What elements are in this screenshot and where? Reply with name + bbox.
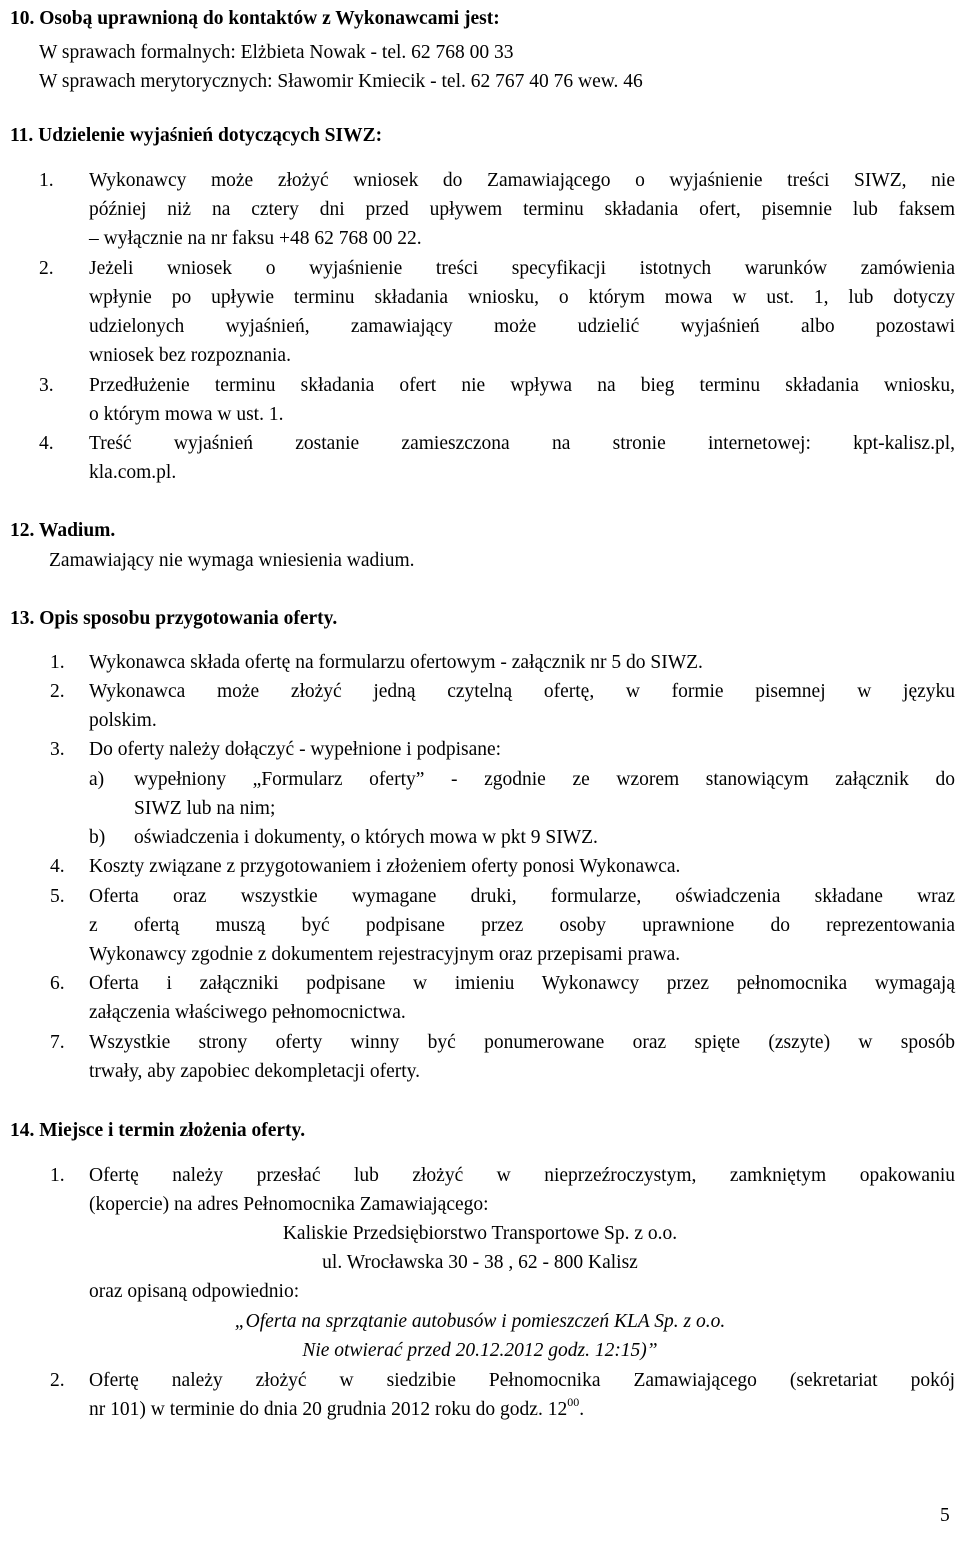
list-number: 1. bbox=[50, 652, 65, 673]
list-number: 4. bbox=[50, 856, 65, 877]
list-item-line: Treść wyjaśnień zostanie zamieszczona na stronie internetowej: kpt-kalisz.pl, bbox=[89, 433, 955, 454]
envelope-label-line2: Nie otwierać przed 20.12.2012 godz. 12:15)” bbox=[302, 1340, 658, 1361]
envelope-label-line1: „Oferta na sprzątanie autobusów i pomieszczeń KLA Sp. z o.o. bbox=[234, 1311, 726, 1332]
contact-substantive: W sprawach merytorycznych: Sławomir Kmiecik - tel. 62 767 40 76 wew. 46 bbox=[39, 71, 643, 92]
list-item-line: Wykonawca składa ofertę na formularzu ofertowym - załącznik nr 5 do SIWZ. bbox=[89, 652, 703, 673]
contact-formal: W sprawach formalnych: Elżbieta Nowak - tel. 62 768 00 33 bbox=[39, 42, 514, 63]
list-item-line: Wykonawcy może złożyć wniosek do Zamawiającego o wyjaśnienie treści SIWZ, nie bbox=[89, 170, 955, 191]
list-item-line: załączenia właściwego pełnomocnictwa. bbox=[89, 1002, 406, 1023]
deadline-text: nr 101) w terminie do dnia 20 grudnia 2012 roku do godz. 12 bbox=[89, 1399, 568, 1420]
list-item-line: polskim. bbox=[89, 710, 157, 731]
section-11-heading: 11. Udzielenie wyjaśnień dotyczących SIWZ: bbox=[10, 125, 383, 146]
section-12-heading: 12. Wadium. bbox=[10, 520, 116, 541]
list-number: 2. bbox=[50, 681, 65, 702]
list-item-line: wpłynie po upływie terminu składania wniosku, o którym mowa w ust. 1, lub dotyczy bbox=[89, 287, 955, 308]
list-item-line bbox=[89, 1395, 584, 1426]
address-company: Kaliskie Przedsiębiorstwo Transportowe Sp. z o.o. bbox=[282, 1223, 678, 1244]
deadline-minutes: 00 bbox=[567, 1395, 580, 1409]
list-item-line: Wykonawcy zgodnie z dokumentem rejestracyjnym oraz przepisami prawa. bbox=[89, 944, 681, 965]
list-item-line: Przedłużenie terminu składania ofert nie wpływa na bieg terminu składania wniosku, bbox=[89, 375, 955, 396]
section-13-heading: 13. Opis sposobu przygotowania oferty. bbox=[10, 608, 338, 629]
page-number: 5 bbox=[940, 1505, 950, 1526]
list-item-line: Wszystkie strony oferty winny być ponumerowane oraz spięte (zszyte) w sposób bbox=[89, 1032, 955, 1053]
list-item-line: Oferta i załączniki podpisane w imieniu Wykonawcy przez pełnomocnika wymagają bbox=[89, 973, 955, 994]
list-item-line: Jeżeli wniosek o wyjaśnienie treści specyfikacji istotnych warunków zamówienia bbox=[89, 258, 955, 279]
sub-item-line: wypełniony „Formularz oferty” - zgodnie ze wzorem stanowiącym załącznik do bbox=[134, 769, 955, 790]
list-number: 3. bbox=[50, 739, 65, 760]
list-item-line: Koszty związane z przygotowaniem i złożeniem oferty ponosi Wykonawca. bbox=[89, 856, 681, 877]
sub-item-line: SIWZ lub na nim; bbox=[134, 798, 276, 819]
list-number: 5. bbox=[50, 886, 65, 907]
section-10-heading: 10. Osobą uprawnioną do kontaktów z Wykonawcami jest: bbox=[10, 8, 500, 29]
list-number: 4. bbox=[39, 433, 54, 454]
list-number: 1. bbox=[39, 170, 54, 191]
address-street: ul. Wrocławska 30 - 38 , 62 - 800 Kalisz bbox=[322, 1252, 638, 1273]
list-item-line: Wykonawca może złożyć jedną czytelną ofertę, w formie pisemnej w języku bbox=[89, 681, 955, 702]
deadline-end: . bbox=[579, 1399, 585, 1420]
section-14-heading: 14. Miejsce i termin złożenia oferty. bbox=[10, 1120, 306, 1141]
list-number: 6. bbox=[50, 973, 65, 994]
list-item-line: Ofertę należy złożyć w siedzibie Pełnomocnika Zamawiającego (sekretariat pokój bbox=[89, 1370, 955, 1391]
list-item-line: kla.com.pl. bbox=[89, 462, 177, 483]
list-item-line: udzielonych wyjaśnień, zamawiający może udzielić wyjaśnień albo pozostawi bbox=[89, 316, 955, 337]
described-label: oraz opisaną odpowiednio: bbox=[89, 1281, 300, 1302]
list-number: 3. bbox=[39, 375, 54, 396]
list-item-line: o którym mowa w ust. 1. bbox=[89, 404, 284, 425]
list-item-line: Ofertę należy przesłać lub złożyć w nieprzeźroczystym, zamkniętym opakowaniu bbox=[89, 1165, 955, 1186]
list-item-line: Oferta oraz wszystkie wymagane druki, formularze, oświadczenia składane wraz bbox=[89, 886, 955, 907]
sub-letter: a) bbox=[89, 769, 105, 790]
list-number: 1. bbox=[50, 1165, 65, 1186]
list-item-line: z ofertą muszą być podpisane przez osoby uprawnione do reprezentowania bbox=[89, 915, 955, 936]
list-item-line: wniosek bez rozpoznania. bbox=[89, 345, 291, 366]
list-item-line: trwały, aby zapobiec dekompletacji oferty. bbox=[89, 1061, 420, 1082]
sub-letter: b) bbox=[89, 827, 106, 848]
sub-item-line: oświadczenia i dokumenty, o których mowa w pkt 9 SIWZ. bbox=[134, 827, 598, 848]
list-item-line: później niż na cztery dni przed upływem terminu składania ofert, pisemnie lub faksem bbox=[89, 199, 955, 220]
list-number: 2. bbox=[39, 258, 54, 279]
list-number: 7. bbox=[50, 1032, 65, 1053]
list-item-line: (kopercie) na adres Pełnomocnika Zamawiającego: bbox=[89, 1194, 489, 1215]
list-item-line: Do oferty należy dołączyć - wypełnione i podpisane: bbox=[89, 739, 502, 760]
list-number: 2. bbox=[50, 1370, 65, 1391]
section-12-text: Zamawiający nie wymaga wniesienia wadium. bbox=[49, 550, 415, 571]
list-item-line: – wyłącznie na nr faksu +48 62 768 00 22. bbox=[89, 228, 422, 249]
